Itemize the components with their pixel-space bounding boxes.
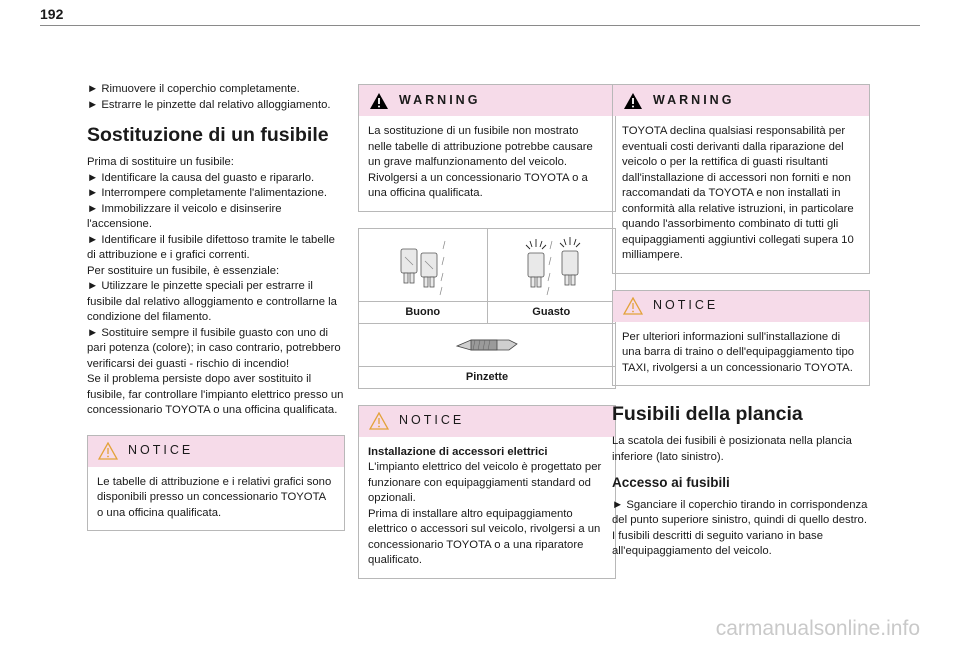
paragraph: ► Immobilizzare il veicolo e disinserire l'accensione. bbox=[87, 202, 282, 230]
watermark: carmanualsonline.info bbox=[715, 617, 920, 640]
notice-triangle-icon bbox=[369, 412, 389, 430]
top-rule bbox=[40, 25, 920, 26]
warning-box bbox=[358, 84, 616, 212]
paragraph: I fusibili descritti di seguito variano in base all'equipaggiamento del veicolo. bbox=[612, 529, 823, 557]
notice-box bbox=[87, 435, 345, 532]
paragraph: ► Sostituire sempre il fusibile guasto con uno di pari potenza (colore); in caso contrario, potrebbero verificarsi dei guasti - rischio di incendio! bbox=[87, 326, 341, 370]
notice-title: NOTICE bbox=[653, 298, 719, 313]
paragraph: ► Sganciare il coperchio tirando in corrispondenza del punto superiore sinistro, quindi di quello destro. bbox=[612, 498, 868, 526]
notice-title: NOTICE bbox=[399, 413, 465, 428]
paragraph: La scatola dei fusibili è posizionata nella plancia inferiore (lato sinistro). bbox=[612, 435, 852, 463]
warning-text: TOYOTA declina qualsiasi responsabilità per eventuali costi derivanti dalla riparazione del veicolo o per la rettifica di guasti risultanti dall'installazione di accessori non forniti e non raccomandati da TOYOTA e non installati in conformità alla relative istruzioni, in particolare quando l'assorbimento combinato di tutti gli equipaggiamenti aggiuntivi collegati supera 10 milliampere. bbox=[622, 125, 854, 261]
notice-triangle-icon bbox=[98, 442, 118, 460]
paragraph: Per sostituire un fusibile, è essenziale: bbox=[87, 264, 280, 277]
warning-header bbox=[613, 85, 869, 116]
paragraph: ► Interrompere completamente l'alimentazione. bbox=[87, 187, 328, 199]
column-1 bbox=[87, 82, 345, 547]
warning-header bbox=[359, 85, 615, 116]
column-2 bbox=[358, 82, 616, 595]
notice-text: L'impianto elettrico del veicolo è progettato per funzionare con equipaggiamenti standard od opzionali. Prima di installare altro equipaggiamento elettrico o accessori sul veicolo, rivolgersi a un concessionario TOYOTA o a una riparatore qualificato. bbox=[368, 461, 602, 566]
warning-triangle-icon bbox=[369, 92, 389, 110]
blown-fuse-illustration bbox=[487, 229, 616, 301]
paragraph: ► Identificare la causa del guasto e ripararlo. bbox=[87, 171, 315, 184]
notice-text: Per ulteriori informazioni sull'installazione di una barra di traino o dell'equipaggiamento tipo TAXI, rivolgersi a un concessionario TOYOTA. bbox=[622, 330, 855, 374]
intro-step: ► Rimuovere il coperchio completamente. bbox=[87, 83, 300, 95]
notice-box bbox=[612, 290, 870, 387]
subsection-heading: Accesso ai fusibili bbox=[612, 475, 730, 490]
warning-text: La sostituzione di un fusibile non mostrato nelle tabelle di attribuzione potrebbe causare un grave malfunzionamento del veicolo. Rivolgersi a un concessionario TOYOTA o a una officina qualificata. bbox=[368, 125, 593, 199]
notice-header bbox=[88, 436, 344, 467]
blown-fuse-label: Guasto bbox=[487, 302, 616, 323]
tweezers-label: Pinzette bbox=[465, 370, 509, 383]
good-fuse-label: Buono bbox=[405, 305, 441, 318]
warning-title: WARNING bbox=[653, 92, 735, 107]
notice-box bbox=[358, 405, 616, 579]
paragraph: Se il problema persiste dopo aver sostituito il fusibile, far controllare l'impianto elettrico presso un concessionario TOYOTA o una officina qualificata. bbox=[87, 373, 344, 416]
paragraph: Prima di sostituire un fusibile: bbox=[87, 156, 234, 168]
column-3 bbox=[612, 82, 870, 560]
notice-triangle-icon bbox=[623, 297, 643, 315]
notice-text: Le tabelle di attribuzione e i relativi grafici sono disponibili presso un concessionario TOYOTA o una officina qualificata. bbox=[97, 475, 332, 519]
intro-step: ► Estrarre le pinzette dal relativo alloggiamento. bbox=[87, 98, 331, 111]
notice-title: NOTICE bbox=[128, 443, 194, 458]
notice-subtitle: Installazione di accessori elettrici bbox=[368, 445, 548, 458]
warning-triangle-icon bbox=[623, 92, 643, 110]
page-number: 192 bbox=[40, 6, 64, 22]
warning-box bbox=[612, 84, 870, 274]
notice-header bbox=[613, 291, 869, 322]
tweezers-illustration bbox=[359, 324, 615, 367]
paragraph: ► Utilizzare le pinzette speciali per estrarre il fusibile dal relativo alloggiamento e controllarne la condizione del filamento. bbox=[87, 280, 337, 323]
section-heading: Sostituzione di un fusibile bbox=[87, 124, 329, 146]
warning-title: WARNING bbox=[399, 92, 481, 107]
good-fuse-illustration bbox=[359, 229, 487, 301]
fuse-figure bbox=[358, 228, 616, 389]
section-heading: Fusibili della plancia bbox=[612, 403, 803, 425]
notice-header bbox=[359, 406, 615, 437]
paragraph: ► Identificare il fusibile difettoso tramite le tabelle di attribuzione e i grafici correnti. bbox=[87, 233, 335, 261]
